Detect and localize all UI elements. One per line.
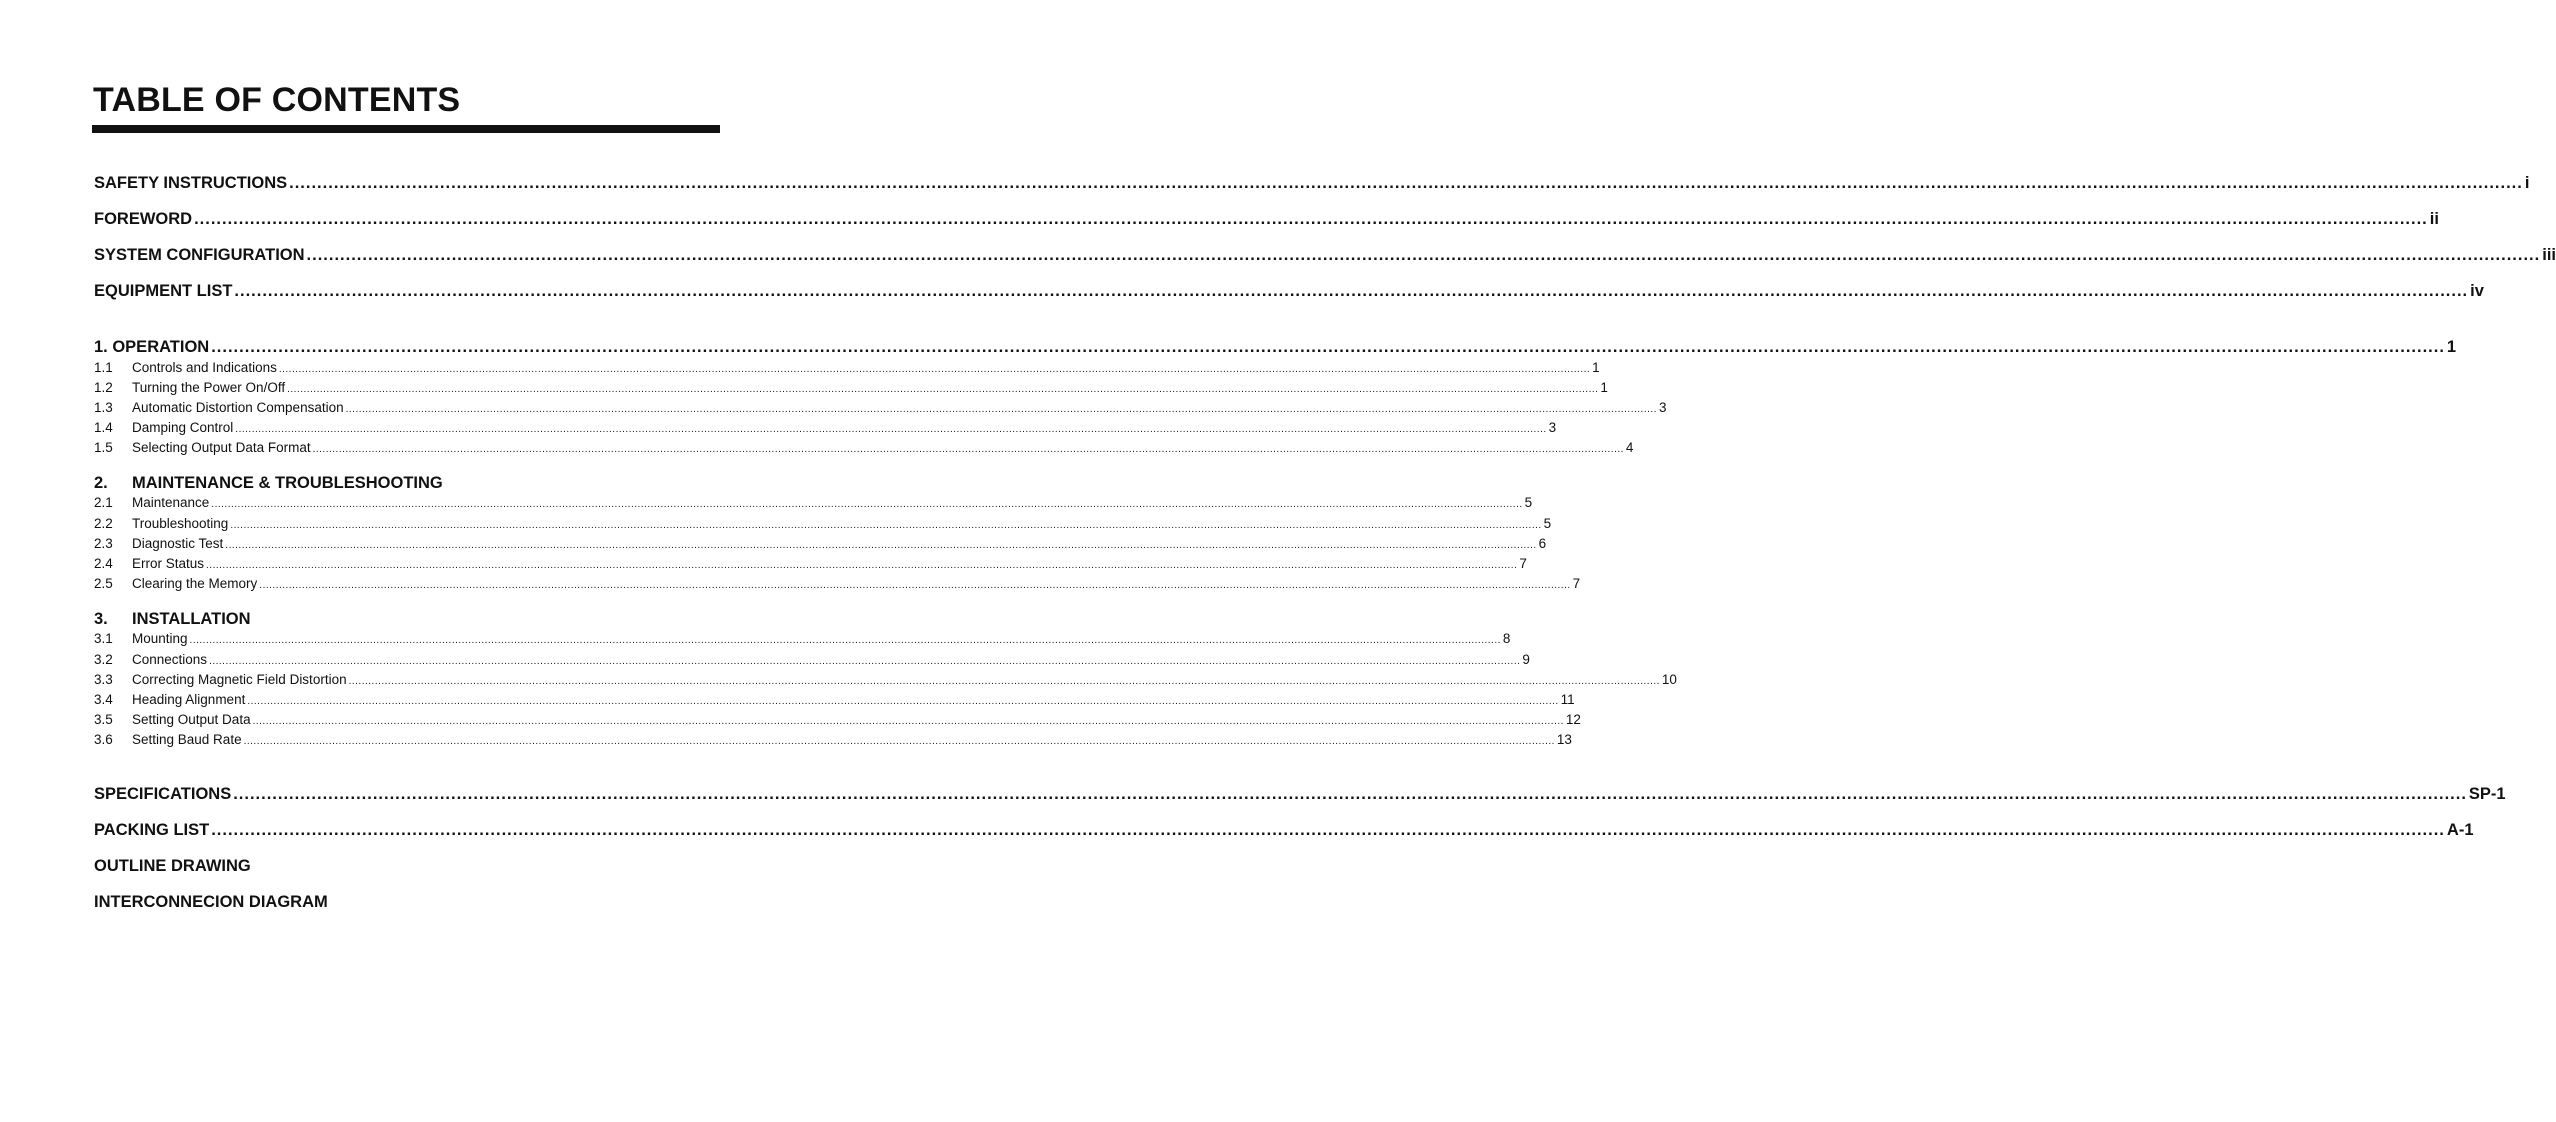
- toc-section-label: Connections: [132, 652, 208, 667]
- toc-section-number: 2.3: [94, 536, 113, 551]
- toc-entry-specifications[interactable]: [94, 784, 2506, 804]
- toc-section-page: 3: [1658, 400, 1667, 415]
- dot-leader: ................................................................................................................................................................................................................................................................................................................................................................................................................: [289, 174, 2523, 192]
- dot-leader: ................................................................................................................................................................................................................................................................................................................................................................................................................: [194, 210, 2428, 228]
- dot-leader: ................................................................................................................................................................................................................................................................................................................................................................................................................: [189, 635, 1501, 646]
- toc-entry-label: INTERCONNECION DIAGRAM: [94, 893, 328, 911]
- toc-entry-system-configuration[interactable]: [94, 245, 2556, 265]
- toc-section-3-4[interactable]: [94, 691, 1575, 710]
- toc-section-page: 5: [1524, 495, 1533, 510]
- toc-section-number: 1.4: [94, 420, 113, 435]
- toc-section-label: Automatic Distortion Compensation: [132, 400, 344, 415]
- toc-section-number: 2.1: [94, 495, 113, 510]
- toc-entry-label: FOREWORD: [94, 210, 193, 228]
- toc-section-2-1[interactable]: [94, 494, 1533, 513]
- toc-chapter-label: 1. OPERATION: [94, 338, 210, 356]
- dot-leader: ................................................................................................................................................................................................................................................................................................................................................................................................................: [206, 560, 1518, 571]
- toc-entry-label: PACKING LIST: [94, 821, 210, 839]
- toc-entry-outline-drawing[interactable]: [94, 856, 718, 876]
- toc-section-page: 7: [1519, 556, 1527, 571]
- toc-section-page: 13: [1556, 732, 1572, 747]
- title-divider: [92, 125, 720, 133]
- toc-section-number: 3.2: [94, 652, 113, 667]
- toc-entry-equipment-list[interactable]: [94, 281, 2484, 301]
- toc-section-number: 3.5: [94, 712, 113, 727]
- toc-section-page: 4: [1625, 440, 1634, 455]
- toc-entry-page: SP-1: [2468, 785, 2506, 803]
- toc-section-number: 2.2: [94, 516, 113, 531]
- dot-leader: ................................................................................................................................................................................................................................................................................................................................................................................................................: [211, 821, 2445, 839]
- toc-section-2-4[interactable]: [94, 555, 1527, 574]
- toc-chapter-installation[interactable]: [94, 609, 718, 629]
- toc-entry-page: iii: [2542, 246, 2556, 264]
- toc-chapter-label: MAINTENANCE & TROUBLESHOOTING: [132, 474, 443, 492]
- toc-section-1-3[interactable]: [94, 399, 1667, 418]
- page-title: TABLE OF CONTENTS: [93, 81, 461, 119]
- toc-section-1-1[interactable]: [94, 359, 1600, 378]
- toc-section-label: Selecting Output Data Format: [132, 440, 311, 455]
- toc-entry-label: SPECIFICATIONS: [94, 785, 232, 803]
- dot-leader: ................................................................................................................................................................................................................................................................................................................................................................................................................: [209, 656, 1521, 667]
- dot-leader: ................................................................................................................................................................................................................................................................................................................................................................................................................: [348, 676, 1660, 687]
- dot-leader: ................................................................................................................................................................................................................................................................................................................................................................................................................: [252, 716, 1564, 727]
- dot-leader: ................................................................................................................................................................................................................................................................................................................................................................................................................: [233, 785, 2467, 803]
- toc-entry-safety-instructions[interactable]: [94, 173, 2530, 193]
- toc-section-3-6[interactable]: [94, 731, 1572, 750]
- toc-section-page: 9: [1522, 652, 1530, 667]
- toc-chapter-operation[interactable]: [94, 337, 2457, 357]
- toc-chapter-page: 1: [2446, 338, 2457, 356]
- toc-section-label: Troubleshooting: [132, 516, 229, 531]
- toc-entry-foreword[interactable]: [94, 209, 2439, 229]
- toc-section-3-5[interactable]: [94, 711, 1581, 730]
- toc-section-number: 2.5: [94, 576, 113, 591]
- toc-section-1-4[interactable]: [94, 419, 1557, 438]
- toc-section-page: 6: [1538, 536, 1547, 551]
- toc-section-page: 3: [1548, 420, 1557, 435]
- toc-section-page: 8: [1502, 631, 1511, 646]
- toc-section-page: 1: [1592, 360, 1600, 375]
- toc-entry-label: SAFETY INSTRUCTIONS: [94, 174, 288, 192]
- toc-section-label: Setting Output Data: [132, 712, 251, 727]
- toc-section-number: 1.3: [94, 400, 113, 415]
- toc-section-page: 1: [1600, 380, 1608, 395]
- toc-section-label: Controls and Indications: [132, 360, 277, 375]
- dot-leader: ................................................................................................................................................................................................................................................................................................................................................................................................................: [259, 580, 1571, 591]
- toc-section-label: Turning the Power On/Off: [132, 380, 286, 395]
- toc-entry-page: A-1: [2446, 821, 2474, 839]
- toc-section-number: 3.4: [94, 692, 113, 707]
- toc-chapter-maintenance[interactable]: [94, 473, 718, 493]
- toc-section-number: 1.1: [94, 360, 113, 375]
- toc-section-label: Maintenance: [132, 495, 210, 510]
- dot-leader: ................................................................................................................................................................................................................................................................................................................................................................................................................: [234, 282, 2469, 300]
- toc-section-1-5[interactable]: [94, 439, 1634, 458]
- toc-section-3-1[interactable]: [94, 630, 1511, 649]
- toc-section-label: Setting Baud Rate: [132, 732, 242, 747]
- toc-section-number: 1.2: [94, 380, 113, 395]
- toc-section-label: Clearing the Memory: [132, 576, 258, 591]
- toc-section-2-2[interactable]: [94, 515, 1552, 534]
- toc-section-3-3[interactable]: [94, 671, 1677, 690]
- dot-leader: ................................................................................................................................................................................................................................................................................................................................................................................................................: [211, 338, 2445, 356]
- toc-chapter-number: 3.: [94, 610, 108, 628]
- toc-section-label: Error Status: [132, 556, 205, 571]
- toc-entry-packing-list[interactable]: [94, 820, 2474, 840]
- dot-leader: ................................................................................................................................................................................................................................................................................................................................................................................................................: [225, 540, 1537, 551]
- dot-leader: ................................................................................................................................................................................................................................................................................................................................................................................................................: [230, 520, 1542, 531]
- toc-section-label: Damping Control: [132, 420, 234, 435]
- toc-section-page: 10: [1661, 672, 1677, 687]
- dot-leader: ................................................................................................................................................................................................................................................................................................................................................................................................................: [278, 364, 1591, 375]
- toc-section-label: Mounting: [132, 631, 188, 646]
- toc-entry-label: SYSTEM CONFIGURATION: [94, 246, 305, 264]
- toc-section-number: 2.4: [94, 556, 113, 571]
- toc-section-number: 1.5: [94, 440, 113, 455]
- toc-section-label: Diagnostic Test: [132, 536, 224, 551]
- dot-leader: ................................................................................................................................................................................................................................................................................................................................................................................................................: [211, 499, 1523, 510]
- toc-section-2-3[interactable]: [94, 535, 1547, 554]
- toc-section-page: 7: [1572, 576, 1581, 591]
- dot-leader: ................................................................................................................................................................................................................................................................................................................................................................................................................: [243, 736, 1555, 747]
- toc-entry-label: EQUIPMENT LIST: [94, 282, 233, 300]
- toc-section-number: 3.3: [94, 672, 113, 687]
- toc-section-number: 3.1: [94, 631, 113, 646]
- dot-leader: ................................................................................................................................................................................................................................................................................................................................................................................................................: [247, 696, 1559, 707]
- toc-section-1-2[interactable]: [94, 379, 1608, 398]
- toc-section-page: 5: [1543, 516, 1552, 531]
- dot-leader: ................................................................................................................................................................................................................................................................................................................................................................................................................: [312, 444, 1624, 455]
- dot-leader: ................................................................................................................................................................................................................................................................................................................................................................................................................: [345, 404, 1657, 415]
- toc-section-page: 11: [1560, 692, 1575, 707]
- toc-section-page: 12: [1565, 712, 1581, 727]
- toc-chapter-label: INSTALLATION: [132, 610, 251, 628]
- toc-entry-page: ii: [2429, 210, 2439, 228]
- dot-leader: ................................................................................................................................................................................................................................................................................................................................................................................................................: [235, 424, 1547, 435]
- toc-entry-page: i: [2524, 174, 2530, 192]
- toc-entry-interconnection-diagram[interactable]: [94, 892, 718, 912]
- dot-leader: ................................................................................................................................................................................................................................................................................................................................................................................................................: [287, 384, 1599, 395]
- toc-section-2-5[interactable]: [94, 575, 1581, 594]
- toc-section-3-2[interactable]: [94, 651, 1530, 670]
- toc-section-number: 3.6: [94, 732, 113, 747]
- toc-entry-page: iv: [2470, 282, 2484, 300]
- toc-section-label: Correcting Magnetic Field Distortion: [132, 672, 347, 687]
- dot-leader: ................................................................................................................................................................................................................................................................................................................................................................................................................: [306, 246, 2541, 264]
- toc-entry-label: OUTLINE DRAWING: [94, 857, 251, 875]
- toc-chapter-number: 2.: [94, 474, 108, 492]
- toc-section-label: Heading Alignment: [132, 692, 246, 707]
